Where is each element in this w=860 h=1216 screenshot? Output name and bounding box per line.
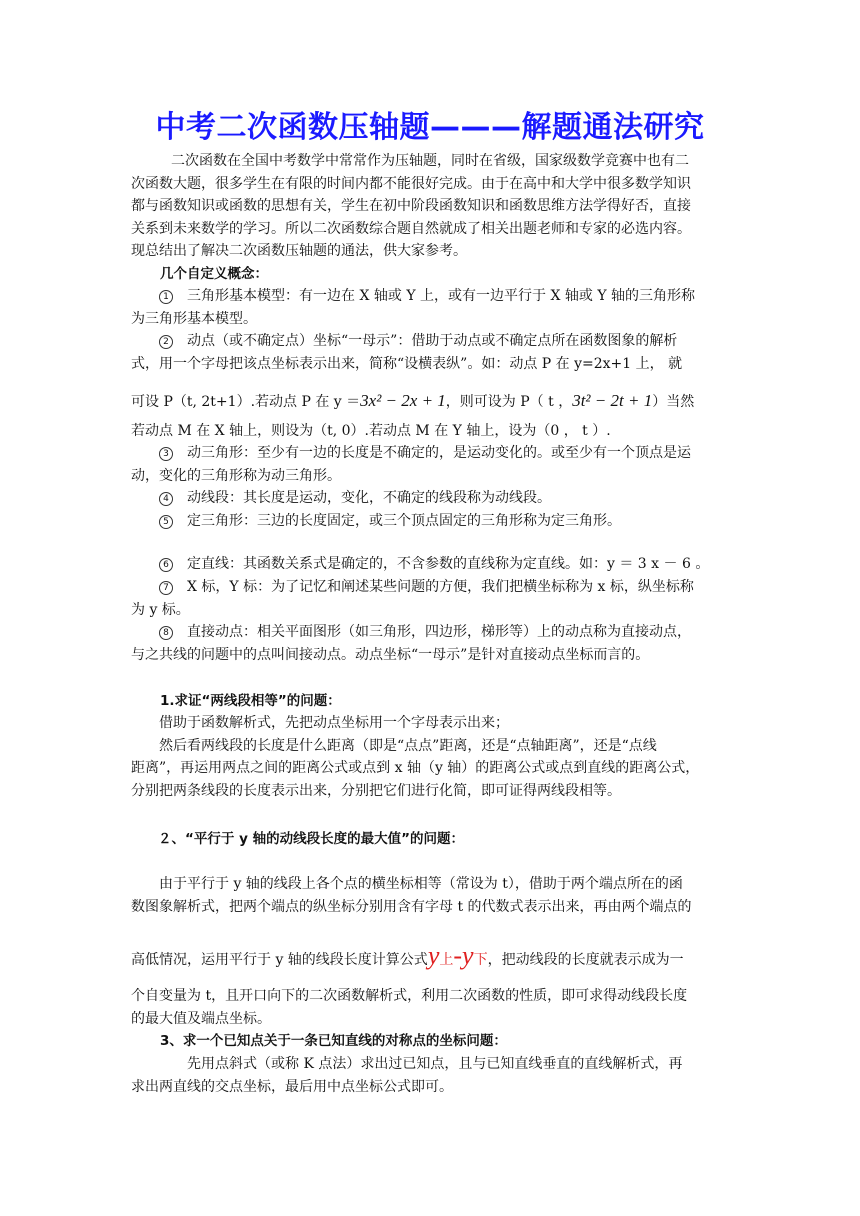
section-3-body xyxy=(131,1053,731,1098)
circled-number-1: 1 xyxy=(159,290,173,304)
section-1-body xyxy=(131,712,731,802)
section-3-line: 求出两直线的交点坐标，最后用中点坐标公式即可。 xyxy=(131,1078,453,1095)
section-2-text-a: 高低情况，运用平行于 y 轴的线段长度计算公式 xyxy=(131,952,428,968)
concept-1-text: 三角形基本模型：有一边在 X 轴或 Y 上，或有一边平行于 X 轴或 Y 轴的三角形称 xyxy=(187,288,696,304)
y-lower-symbol: y xyxy=(462,941,474,970)
concept-5 xyxy=(131,510,731,533)
intro-line: 次函数大题，很多学生在有限的时间内都不能很好完成。由于在高中和大学中很多数学知识 xyxy=(131,175,691,192)
intro-line: 现总结出了解决二次函数压轴题的通法，供大家参考。 xyxy=(131,243,467,259)
section-2-line: 个自变量为 t，且开口向下的二次函数解析式，利用二次函数的性质，即可求得动线段长度 xyxy=(131,988,688,1004)
concept-6 xyxy=(131,553,731,576)
concept-8-text: 直接动点：相关平面图形（如三角形，四边形，梯形等）上的动点称为直接动点， xyxy=(187,624,691,640)
circled-number-3: 3 xyxy=(159,447,173,461)
section-2-heading: ２、“平行于 y 轴的动线段长度的最大值”的问题： xyxy=(158,831,464,847)
concept-7-text-cont: 为 y 标。 xyxy=(131,601,190,618)
section-2-text-b: ，把动线段的长度就表示成为一 xyxy=(487,952,684,968)
concept-4 xyxy=(131,487,731,510)
intro-line: 二次函数在全国中考数学中常常作为压轴题，同时在省级，国家级数学竞赛中也有二 xyxy=(171,153,689,169)
concept-1 xyxy=(131,285,731,330)
section-2-body-end xyxy=(131,985,731,1030)
concept-3 xyxy=(131,442,731,487)
concept-7-text: X 标，Y 标：为了记忆和阐述某些问题的方便，我们把横坐标称为 x 标，纵坐标称 xyxy=(187,579,694,595)
concept-2-formula-line xyxy=(131,388,731,415)
concept-3-text: 动三角形：至少有一边的长度是不确定的，是运动变化的。或至少有一个顶点是运 xyxy=(187,445,691,461)
y-upper-symbol: y xyxy=(427,941,440,970)
intro-paragraph xyxy=(131,150,731,263)
y-upper-subscript: 上 xyxy=(439,952,454,968)
document-title: 中考二次函数压轴题———解题通法研究 xyxy=(155,110,705,145)
section-1-line: 借助于函数解析式，先把动点坐标用一个字母表示出来； xyxy=(159,715,509,731)
concept-2-text-cont: 式，用一个字母把该点坐标表示出来，简称“设横表纵”。如：动点 P 在 y=2x+1 上， 就 xyxy=(131,355,683,372)
concept-2 xyxy=(131,330,731,375)
concept-3-text-cont: 动，变化的三角形称为动三角形。 xyxy=(131,467,341,484)
formula-text-b: ，则可设为 P（ t ， xyxy=(445,394,573,410)
concept-5-text: 定三角形：三边的长度固定，或三个顶点固定的三角形称为定三角形。 xyxy=(187,513,621,529)
y-lower-subscript: 下 xyxy=(473,952,488,968)
concept-2-text-end: 若动点 M 在 X 轴上，则设为（t, 0）.若动点 M 在 Y 轴上，设为（0 ， t ）. xyxy=(131,423,611,439)
concept-7 xyxy=(131,576,731,621)
circled-number-6: 6 xyxy=(159,558,173,572)
concept-8-text-cont: 与之共线的问题中的点叫间接动点。动点坐标“一母示”是针对直接动点坐标而言的。 xyxy=(131,646,650,663)
section-1-line: 然后看两线段的长度是什么距离（即是“点点”距离，还是“点轴距离”，还是“点线 xyxy=(159,737,657,754)
section-1-line: 分别把两条线段的长度表示出来，分别把它们进行化简，即可证得两线段相等。 xyxy=(131,782,621,799)
circled-number-2: 2 xyxy=(159,335,173,349)
formula-expression-1: 3x² − 2x + 1 xyxy=(360,391,446,410)
formula-text-a: 可设 P（t, 2t+1）.若动点 P 在 y ＝ xyxy=(131,394,361,410)
formula-expression-2: 3t² − 2t + 1 xyxy=(572,391,653,410)
circled-number-8: 8 xyxy=(159,626,173,640)
section-3-line: 先用点斜式（或称 K 点法）求出过已知点，且与已知直线垂直的直线解析式，再 xyxy=(187,1056,683,1072)
concept-8 xyxy=(131,621,731,666)
intro-line: 关系到未来数学的学习。所以二次函数综合题自然就成了相关出题老师和专家的必选内容。 xyxy=(131,220,691,237)
concept-2-text: 动点（或不确定点）坐标“一母示”：借助于动点或不确定点所在函数图象的解析 xyxy=(187,333,678,349)
circled-number-5: 5 xyxy=(159,515,173,529)
section-1-heading: 1.求证“两线段相等”的问题： xyxy=(160,693,341,709)
section-2-line: 数图象解析式，把两个端点的纵坐标分别用含有字母 t 的代数式表示出来，再由两个端点的 xyxy=(131,898,692,915)
section-3-heading: 3、求一个已知点关于一条已知直线的对称点的坐标问题： xyxy=(160,1033,507,1049)
section-2-formula-line xyxy=(131,936,731,980)
concept-4-text: 动线段：其长度是运动，变化，不确定的线段称为动线段。 xyxy=(187,490,551,506)
circled-number-4: 4 xyxy=(159,492,173,506)
section-2-line: 的最大值及端点坐标。 xyxy=(131,1010,271,1027)
intro-line: 都与函数知识或函数的思想有关，学生在初中阶段函数知识和函数思维方法学得好否，直接 xyxy=(131,198,691,214)
concept-6-text: 定直线：其函数关系式是确定的，不含参数的直线称为定直线。如：y ＝ 3 x － 6 。 xyxy=(187,556,710,572)
section-1-line: 距离”，再运用两点之间的距离公式或点到 x 轴（y 轴）的距离公式或点到直线的距离公式， xyxy=(131,760,700,776)
formula-text-c: ）当然 xyxy=(652,394,695,410)
concept-1-text-cont: 为三角形基本模型。 xyxy=(131,310,257,327)
concepts-heading: 几个自定义概念： xyxy=(160,266,268,282)
section-2-line: 由于平行于 y 轴的线段上各个点的横坐标相等（常设为 t），借助于两个端点所在的函 xyxy=(159,876,683,892)
circled-number-7: 7 xyxy=(159,581,173,595)
minus-sign: - xyxy=(453,941,463,970)
section-2-body xyxy=(131,873,731,918)
